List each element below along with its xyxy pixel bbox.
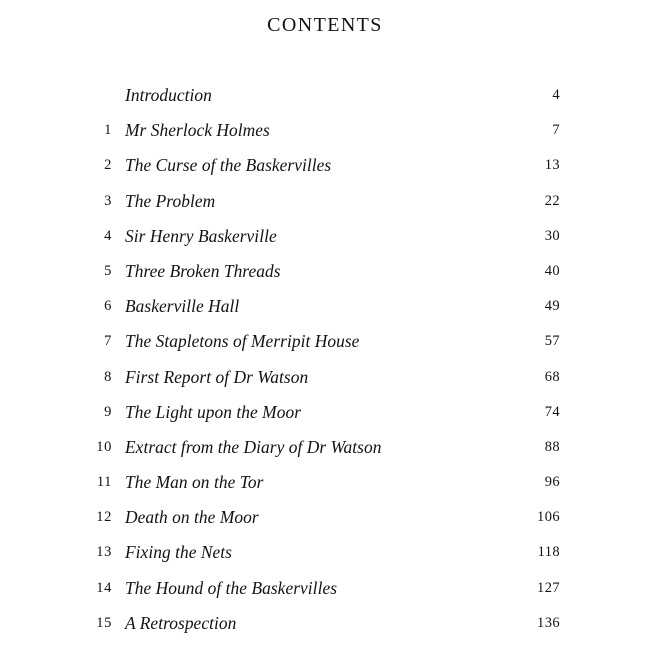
toc-entry-page-number: 96 xyxy=(544,474,560,491)
toc-entry-title[interactable]: A Retrospection xyxy=(125,612,237,633)
page-title: CONTENTS xyxy=(267,14,383,36)
toc-entry[interactable] xyxy=(0,84,650,119)
toc-entry-title[interactable]: Baskerville Hall xyxy=(125,296,240,317)
toc-entry-number: 2 xyxy=(104,157,112,174)
toc-entry[interactable] xyxy=(0,506,650,541)
toc-entry-number: 6 xyxy=(104,298,112,315)
toc-entry-page-number: 30 xyxy=(544,227,560,244)
toc-entry[interactable] xyxy=(0,154,650,189)
toc-entry-page-number: 4 xyxy=(552,87,560,103)
toc-entry-title[interactable]: The Curse of the Baskervilles xyxy=(125,155,332,176)
toc-entry-number: 7 xyxy=(104,333,112,350)
toc-entry-title[interactable]: Mr Sherlock Holmes xyxy=(125,120,270,141)
toc-entry[interactable] xyxy=(0,119,650,154)
toc-entry-page-number: 40 xyxy=(544,262,560,279)
toc-entry-title[interactable]: Death on the Moor xyxy=(125,507,259,528)
toc-entry-page-number: 118 xyxy=(537,544,560,561)
toc-entry[interactable] xyxy=(0,401,650,436)
toc-entry[interactable] xyxy=(0,260,650,295)
table-of-contents-list xyxy=(0,84,650,647)
toc-entry-page-number: 68 xyxy=(544,368,560,385)
toc-entry-number: 3 xyxy=(104,192,112,209)
toc-entry[interactable] xyxy=(0,295,650,330)
toc-entry[interactable] xyxy=(0,471,650,506)
toc-entry-page-number: 74 xyxy=(544,403,560,420)
toc-entry-page-number: 127 xyxy=(537,579,560,596)
toc-entry-page-number: 49 xyxy=(544,298,560,315)
toc-entry-number: 10 xyxy=(96,438,112,455)
toc-entry-title[interactable]: First Report of Dr Watson xyxy=(125,366,309,387)
toc-entry-title[interactable]: The Stapletons of Merripit House xyxy=(125,331,360,352)
toc-entry-number: 11 xyxy=(96,474,112,491)
toc-entry-page-number: 13 xyxy=(544,157,560,174)
toc-entry-title[interactable]: The Hound of the Baskervilles xyxy=(125,577,338,598)
toc-entry-number: 5 xyxy=(104,262,112,279)
toc-entry-number: 4 xyxy=(104,227,112,244)
toc-entry-number: 13 xyxy=(96,544,112,561)
toc-entry[interactable] xyxy=(0,612,650,647)
toc-entry-number: 9 xyxy=(104,403,112,420)
toc-entry[interactable] xyxy=(0,190,650,225)
toc-entry-title[interactable]: Introduction xyxy=(125,85,212,105)
toc-entry-page-number: 106 xyxy=(537,509,560,526)
toc-entry-title[interactable]: Sir Henry Baskerville xyxy=(125,225,277,246)
toc-entry[interactable] xyxy=(0,541,650,576)
toc-entry-number: 8 xyxy=(104,368,112,385)
toc-entry-title[interactable]: Fixing the Nets xyxy=(125,542,233,563)
toc-entry-number: 12 xyxy=(96,509,112,526)
toc-entry-title[interactable]: Extract from the Diary of Dr Watson xyxy=(125,436,382,457)
toc-entry-page-number: 22 xyxy=(544,192,560,209)
toc-entry-page-number: 136 xyxy=(537,614,560,631)
toc-entry[interactable] xyxy=(0,225,650,260)
toc-entry-title[interactable]: Three Broken Threads xyxy=(125,260,281,281)
toc-entry[interactable] xyxy=(0,366,650,401)
toc-entry-number: 14 xyxy=(96,579,112,596)
toc-entry-page-number: 7 xyxy=(552,122,560,139)
toc-entry-title[interactable]: The Light upon the Moor xyxy=(125,401,302,422)
toc-entry-title[interactable]: The Man on the Tor xyxy=(125,472,264,493)
toc-entry-page-number: 57 xyxy=(544,333,560,350)
toc-entry[interactable] xyxy=(0,577,650,612)
toc-entry-number: 15 xyxy=(96,614,112,631)
toc-entry[interactable] xyxy=(0,436,650,471)
toc-entry-number: 1 xyxy=(104,122,112,139)
toc-entry-page-number: 88 xyxy=(544,438,560,455)
toc-entry[interactable] xyxy=(0,330,650,365)
toc-entry-title[interactable]: The Problem xyxy=(125,190,216,211)
